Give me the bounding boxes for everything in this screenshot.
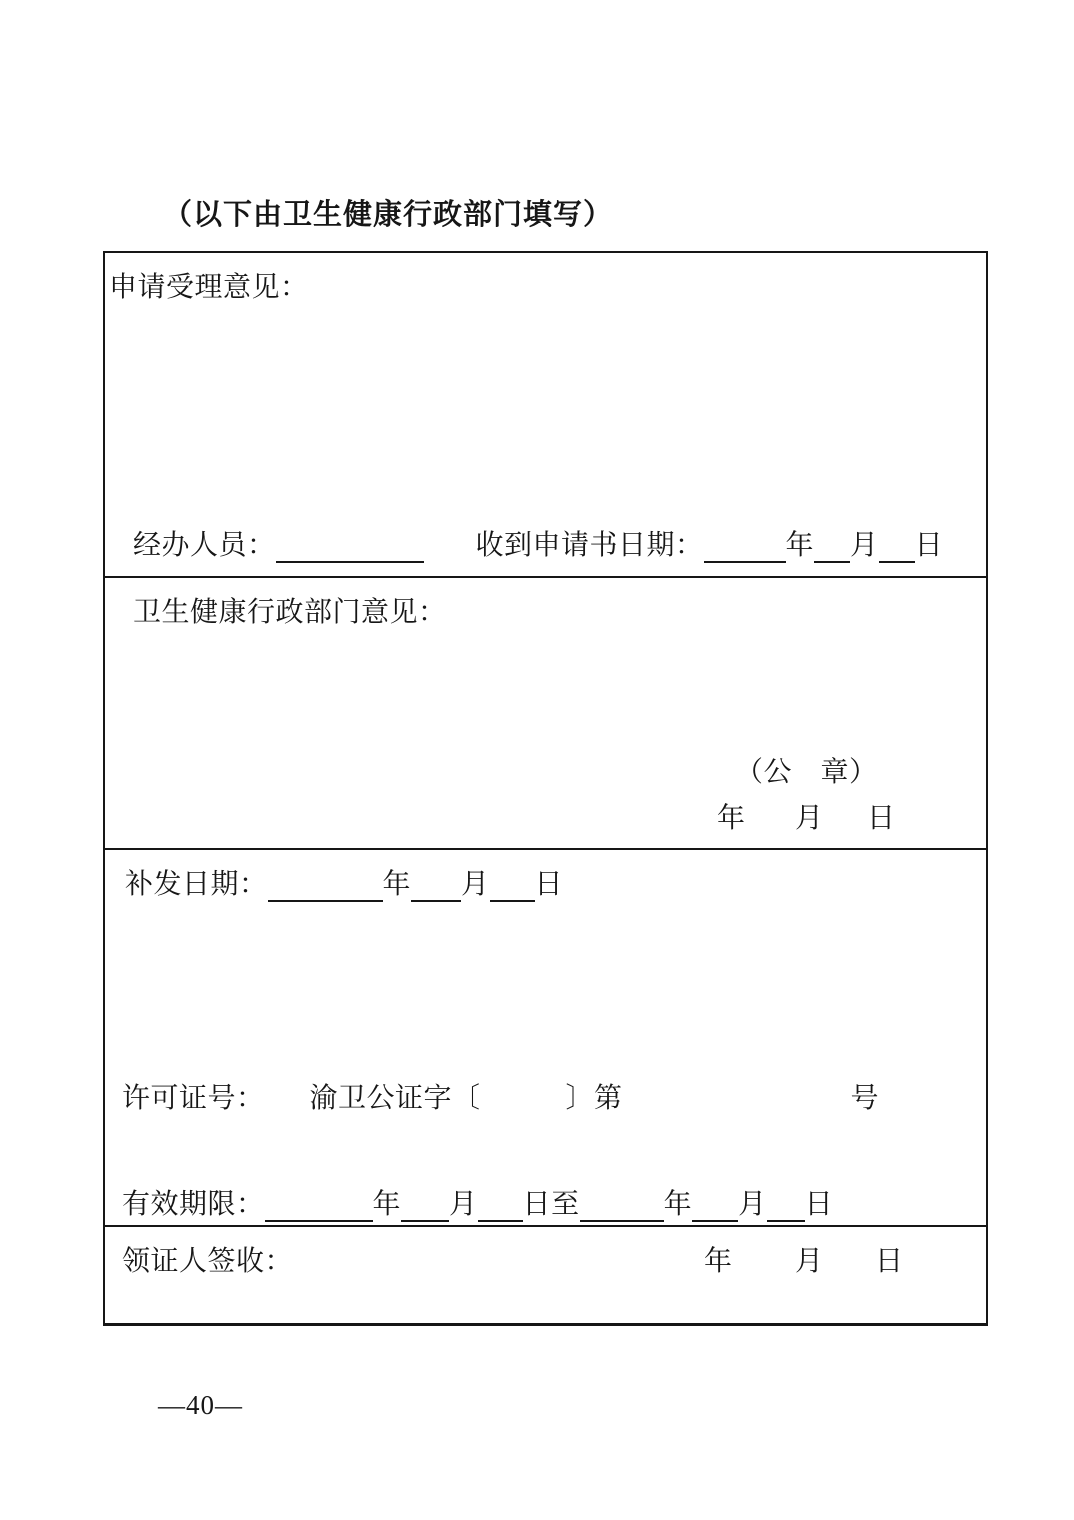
handler-and-receive-date-line: [133, 529, 943, 563]
day-label: 日: [875, 1246, 904, 1277]
validity-label: 有效期限：: [122, 1189, 265, 1220]
reissue-month-blank: [411, 868, 461, 902]
to-label: 至: [551, 1189, 580, 1220]
year-label: 年: [663, 1189, 693, 1220]
year-label: 年: [382, 869, 412, 900]
reissue-date-line: [125, 868, 563, 902]
month-label: 月: [850, 530, 879, 561]
month-label: 月: [795, 1246, 824, 1277]
day-label: 日: [804, 1189, 834, 1220]
year-label: 年: [372, 1189, 402, 1220]
acceptance-opinion-label: 申请受理意见：: [109, 272, 309, 303]
license-suffix: 号: [850, 1083, 880, 1114]
valid-from-month-blank: [401, 1188, 449, 1222]
year-label: 年: [785, 530, 815, 561]
receipt-cell: [105, 1225, 986, 1323]
reissue-year-blank: [268, 868, 383, 902]
month-label: 月: [449, 1189, 478, 1220]
license-no-label: 许可证号：: [122, 1083, 265, 1114]
year-label: 年: [717, 803, 746, 834]
validity-period-line: [122, 1188, 833, 1222]
month-label: 月: [795, 803, 824, 834]
reissue-day-blank: [490, 868, 535, 902]
receipt-sign-label: 领证人签收：: [122, 1246, 294, 1277]
receive-day-blank: [879, 529, 915, 563]
license-number-line: [122, 1082, 879, 1116]
month-label: 月: [461, 869, 490, 900]
handler-label: 经办人员：: [133, 530, 276, 561]
acceptance-opinion-cell: [105, 253, 986, 576]
reissue-license-cell: [105, 848, 986, 1225]
valid-from-day-blank: [478, 1188, 523, 1222]
valid-from-year-blank: [265, 1188, 373, 1222]
day-label: 日: [914, 530, 944, 561]
license-prefix: 渝卫公证字〔: [309, 1083, 481, 1114]
license-mid: 〕第: [565, 1083, 623, 1114]
valid-to-day-blank: [767, 1188, 805, 1222]
month-label: 月: [738, 1189, 767, 1220]
receive-month-blank: [814, 529, 850, 563]
day-label: 日: [867, 803, 896, 834]
handler-name-blank: [276, 529, 424, 563]
receive-date-label: 收到申请书日期：: [475, 530, 704, 561]
reissue-date-label: 补发日期：: [125, 869, 268, 900]
receive-year-blank: [704, 529, 786, 563]
admin-opinion-label: 卫生健康行政部门意见：: [133, 597, 447, 628]
valid-to-year-blank: [580, 1188, 664, 1222]
year-label: 年: [704, 1246, 733, 1277]
day-label: 日: [534, 869, 564, 900]
section-heading: （以下由卫生健康行政部门填写）: [163, 199, 614, 231]
page-number: —40—: [158, 1390, 243, 1420]
official-seal-placeholder: （公 章）: [735, 757, 878, 788]
admin-opinion-cell: [105, 576, 986, 848]
admin-fill-table: [103, 251, 988, 1326]
day-label: 日: [522, 1189, 552, 1220]
valid-to-month-blank: [692, 1188, 738, 1222]
